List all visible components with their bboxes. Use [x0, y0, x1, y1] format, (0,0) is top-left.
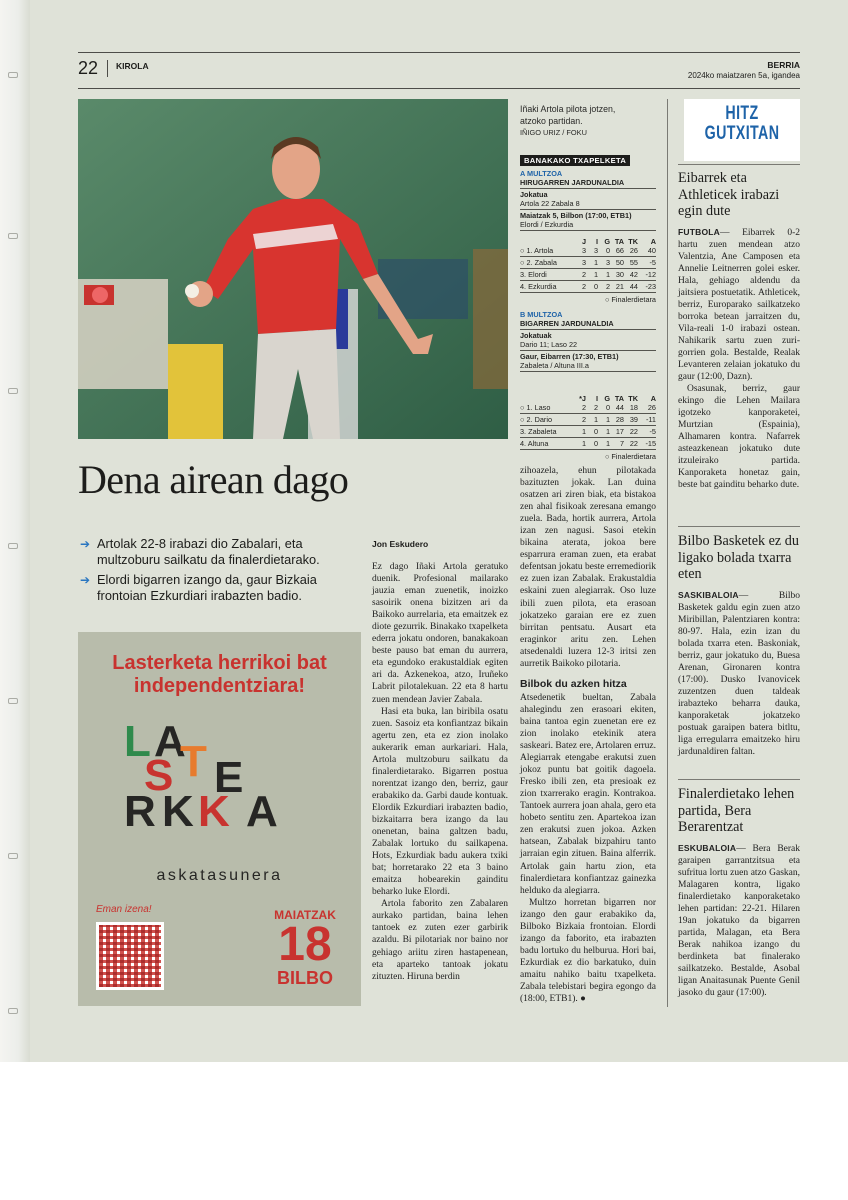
stat-cell: 0	[593, 427, 598, 436]
stat-cell: 3	[593, 246, 598, 255]
caption-line1: Iñaki Artola pilota jotzen,	[520, 104, 616, 114]
stat-cell: -11	[645, 415, 656, 424]
stat-cell: 1	[581, 427, 586, 436]
paragraph: Ez dago Iñaki Artola geratuko duenik. Profesional mailarako jauzia eman zuenetik, inoizko sasoirik onena bizitzen ari da Baikoko aurrelaria, eta emaitzek ez diote gezurrik. Binakako txapelketa ederra jokatu ondoren, banakakoan beste pauso bat eman du aurrera, eta egundoko erakustaldiak egiten ari da. Azkenekoa, atzo, Iruñeko Labrit pilotalekuan. 22 eta 8 hartu zuen mendean Javier Zabala.	[372, 562, 508, 705]
article-subhead: Bilbok du azken hitza	[520, 677, 627, 690]
stat-cell: 3	[581, 258, 586, 267]
results-box	[520, 155, 656, 461]
sidebar-rule	[678, 526, 800, 527]
stat-cell: 0	[593, 282, 598, 291]
sidebar-rule	[678, 164, 800, 165]
binder-mark	[8, 543, 18, 549]
story-text: Bilbo Basketek galdu egin zuen atzo Miribillan, Palentziaren kontra: 80-97. Hala, ezin izan du bolada txarra eten. Baskoniak, berriz, gaur jokatuko du, Buesa Arenan, Gironaren kontra (17:00). Dusko Ivanovicek zuzentzen duen taldeak irabazteko beharra dauka, kanporaketak jokatzeko postuak garaipen batera bitltu, liga erregularra emaitzeko hiru jardunaldiren faltan.	[678, 590, 800, 758]
qualified-mark: ○	[520, 258, 525, 267]
caption-line2: atzoko partidan.	[520, 116, 583, 126]
stat-cell: 28	[615, 415, 624, 424]
stat-cell: 1	[605, 270, 610, 279]
group-a-header-row	[520, 237, 656, 246]
bullet-text: Elordi bigarren izango da, gaur Bizkaia frontoian Ezkurdiari irabazten badio.	[97, 572, 317, 603]
ad-headline-1: Lasterketa herrikoi bat	[112, 652, 327, 674]
standings-row	[520, 403, 656, 414]
qr-code-icon[interactable]	[96, 922, 164, 990]
binder-mark	[8, 72, 18, 78]
standings-row	[520, 258, 656, 269]
standings-row	[520, 246, 656, 257]
stat-cell: 21	[615, 282, 624, 291]
group-a-round: HIRUGARREN JARDUNALDIA	[520, 178, 656, 189]
team-name: 1. Artola	[526, 246, 554, 255]
section-name: KIROLA	[116, 61, 149, 71]
arrow-icon: ➔	[80, 537, 91, 551]
sidebar-rule	[678, 779, 800, 780]
team-name: 3. Elordi	[520, 270, 547, 279]
stat-cell: 50	[615, 258, 624, 267]
ad-city: BILBO	[277, 968, 333, 988]
stat-cell: 2	[581, 282, 586, 291]
standings-row	[520, 415, 656, 426]
col-header: TK	[628, 237, 638, 246]
group-b-played-result: Dario 11; Laso 22	[520, 340, 656, 351]
summary-bullet	[80, 536, 360, 568]
group-a-title: A MULTZOA	[520, 169, 563, 178]
story-body: FUTBOLA— Eibarrek 0-2 hartu zuen mendean atzo Valentzia, Ane Camposen eta Annelie Leitnerren golei esker. Hala, gehiago aldendu da jaitsiera postuetatik. Athleticek, berriz, Europarako sailkatzeko borroka betean jarraitzen du, Vila-reali 1-0 irabazi ostean. Nahikarik sartu zuen zuri-gorrien gola. Bestalde, Realak Levanteren zelaian jokatuko du gaur (12:00, Dazn). Osasunak, berriz, gaur ekingo die Lehen Mailara igotzeko kanporaketei, Murtzian (Espainia), Alhamaren kontra. Nafarrek asteazkenean jokatuko dute itzuleirako partida. Kanporaketa honetaz gain, beste bat gainditu beharko dute.	[678, 226, 800, 491]
summary-bullet	[80, 572, 360, 604]
stat-cell: 1	[605, 439, 610, 448]
team-name: 4. Ezkurdia	[520, 282, 557, 291]
newspaper-name: BERRIA	[767, 60, 800, 70]
stat-cell: -5	[649, 427, 656, 436]
group-b-next-label: Gaur, Eibarren (17:30, ETB1)	[520, 352, 619, 361]
lasterka-logo: L A S T E R K K A	[124, 717, 278, 836]
col-header: TA	[614, 394, 624, 403]
stat-cell: 42	[629, 270, 638, 279]
group-a-played-label: Jokatua	[520, 190, 548, 199]
paragraph: Artola faborito zen Zabalaren aurkako partidan, baina lehen tantoek ez zuten ezer garbirik azaldu. Bi pilotariak nor baino nor gehiago ariitu ziren hastapenean, eta aparteko tantoak jokatu zituzten. Hiruna berdin	[372, 899, 508, 982]
binder-mark	[8, 233, 18, 239]
ad-month: MAIATZAK	[274, 908, 336, 922]
col-header: J	[581, 237, 586, 246]
group-a-played-result: Artola 22 Zabala 8	[520, 199, 656, 210]
stat-cell: 7	[619, 439, 624, 448]
story-text: Osasunak, berriz, gaur ekingo die Lehen Mailara igotzeko kanporaketei, Murtzian (Espainia), Alhamaren kontra. Nafarrek asteazkenean jokatuko dute itzuleirako partida. Kanporaketa honetaz gain, beste bat gainditu beharko dute.	[678, 384, 800, 491]
col-header: A	[650, 394, 656, 403]
stat-cell: 2	[605, 282, 610, 291]
team-name: 2. Dario	[526, 415, 553, 424]
arrow-icon: ➔	[80, 573, 91, 587]
story-kicker: FUTBOLA	[678, 226, 721, 237]
group-b-played-label: Jokatuak	[520, 331, 552, 340]
standings-row	[520, 427, 656, 438]
stat-cell: 40	[647, 246, 656, 255]
standings-row	[520, 270, 656, 281]
main-photo	[78, 99, 508, 439]
stat-cell: 26	[629, 246, 638, 255]
team-name: 1. Laso	[526, 403, 551, 412]
stat-cell: 18	[629, 403, 638, 412]
group-b-round: BIGARREN JARDUNALDIA	[520, 319, 656, 330]
sidebar-badge	[684, 99, 800, 161]
story-kicker: SASKIBALOIA	[678, 589, 739, 600]
paragraph: Atsedenetik bueltan, Zabala ahalegindu zen erasoari ekiten, baina tantoa egin zuenetan ere ez zion inolako etekinik atera saskeari. Batez ere, Artolaren erruz. Alegiarrak etengabe erakutsi zuen jokoz puntu bat goitik dagoela. Fresko ibili zen, eta presioak ez zion txarrerako eragin. Kontrakoa. Tantoek aurrera joan ahala, gero eta hobeto sentitu zen. Apartekoa izan zen erakutsi zuen jokoa. Azken hatsean, Zabalak bizpahiru tanto jarraian egin zituen. Baina alferrik. Artolak gain hartu zion, eta finalerdietara konfiantzaz gainezka helduko da alegiarra.	[520, 692, 656, 896]
page-number: 22	[78, 58, 99, 78]
story-title: Finalerdietako lehen partida, Bera Berarentzat	[678, 786, 795, 835]
sidebar-divider	[667, 99, 668, 1007]
header-rule	[78, 52, 800, 53]
team-name: 2. Zabala	[526, 258, 557, 267]
summary-bullets	[80, 536, 360, 604]
stat-cell: 0	[605, 403, 610, 412]
page-spine	[0, 0, 30, 1062]
team-name: 4. Altuna	[520, 439, 549, 448]
badge-line2: GUTXITAN	[704, 123, 780, 144]
story-kicker: ESKUBALOIA	[678, 842, 737, 853]
col-header: I	[595, 237, 598, 246]
stat-cell: -15	[645, 439, 656, 448]
story-title: Eibarrek eta Athleticek irabazi egin dute	[678, 170, 780, 219]
ad-cta: Eman izena!	[96, 904, 152, 915]
binder-mark	[8, 1008, 18, 1014]
photo-credit: IÑIGO URIZ / FOKU	[520, 128, 587, 137]
bullet-text: Artolak 22-8 irabazi dio Zabalari, eta multzoburu sailkatu da finalerdietarako.	[97, 536, 320, 567]
stat-cell: 2	[581, 403, 586, 412]
stat-cell: 0	[605, 246, 610, 255]
qualified-mark: ○	[520, 403, 525, 412]
standings-row	[520, 282, 656, 293]
header-divider	[107, 60, 108, 77]
pelota-player-illustration	[78, 99, 508, 439]
stat-cell: 1	[593, 270, 598, 279]
stat-cell: 2	[593, 403, 598, 412]
story-text: Bera Berak garaipen garrantzitsua eta sufritua lortu zuen atzo Gaskan, Malagaren kontra, ligako finalerdietako kanporaketako lehen partidan: 22-21. Hilaren 19an jokatuko da bigarren partida, Malagan, eta Bera Berak nahikoa izango du berdinketa bat finalerako sailkatzeko. Bestalde, Asobal ligan Anaitasunak Puente Genil jasoko du gaur (17:00).	[678, 843, 800, 999]
stat-cell: 66	[615, 246, 624, 255]
team-name: 3. Zabaleta	[520, 427, 557, 436]
qualified-mark: ○	[520, 415, 525, 424]
stat-cell: 30	[615, 270, 624, 279]
sidebar-story	[678, 533, 800, 758]
story-body: ESKUBALOIA— Bera Berak garaipen garrantzitsua eta sufritua lortu zuen atzo Gaskan, Malagaren kontra, ligako finalerdietako kanporaketako lehen partidan: 22-21. Hilaren 19an jokatuko da bigarren partida, Malagan, eta Bera Berak nahikoa izango du berdinketa bat finalerako sailkatzeko. Bestalde, Asobal ligan Anaitasunak Puente Genil jasoko du gaur (17:00).	[678, 842, 800, 999]
article-column-2	[520, 465, 656, 1005]
group-b-header-row	[520, 394, 656, 403]
standings-row	[520, 439, 656, 450]
stat-cell: 1	[593, 258, 598, 267]
story-title: Bilbo Basketek ez du ligako bolada txarra eten	[678, 533, 799, 582]
stat-cell: 22	[629, 439, 638, 448]
story-text: Eibarrek 0-2 hartu zuen mendean atzo Valentzia, Ane Camposen eta Annelie Leitnerren golei esker. Hala, gehiago aldendu da jaitsiera postuetatik. Athleticek, berriz, Europarako sailkatzeko borroka betean jarraitzen du, Vila-reali 1-0 irabazi ostean. Nahikarik sartu zuen zuri-gorrien gola. Bestalde, Realak Levanteren zelaian jokatuko du gaur (12:00, Dazn).	[678, 227, 800, 383]
stat-cell: 44	[629, 282, 638, 291]
group-b-title: B MULTZOA	[520, 310, 563, 319]
col-header: I	[595, 394, 598, 403]
col-header: G	[604, 394, 610, 403]
stat-cell: 26	[647, 403, 656, 412]
sidebar-story	[678, 786, 800, 999]
ad-day: 18	[278, 918, 332, 971]
stat-cell: -12	[645, 270, 656, 279]
binder-mark	[8, 698, 18, 704]
stat-cell: 1	[605, 427, 610, 436]
header-bottom-rule	[78, 88, 800, 89]
stat-cell: 22	[629, 427, 638, 436]
stat-cell: 44	[615, 403, 624, 412]
binder-mark	[8, 853, 18, 859]
col-header: TK	[628, 394, 638, 403]
ad-logo-word: askatasunera	[156, 867, 283, 884]
article-column-1	[372, 561, 508, 983]
issue-date: 2024ko maiatzaren 5a, igandea	[687, 71, 800, 80]
col-header: *J	[579, 394, 586, 403]
stat-cell: 1	[581, 439, 586, 448]
col-header: A	[650, 237, 656, 246]
byline: Jon Eskudero	[372, 539, 429, 549]
stat-cell: -5	[649, 258, 656, 267]
results-tag: BANAKAKO TXAPELKETA	[520, 155, 630, 166]
stat-cell: 55	[629, 258, 638, 267]
stat-cell: 3	[605, 258, 610, 267]
photo-caption	[520, 103, 660, 139]
qualified-mark: ○	[520, 246, 525, 255]
stat-cell: 2	[581, 415, 586, 424]
ad-headline-2: independentziara!	[133, 675, 306, 697]
binder-mark	[8, 388, 18, 394]
stat-cell: 2	[581, 270, 586, 279]
ad-date-block	[260, 908, 350, 989]
story-body: SASKIBALOIA— Bilbo Basketek galdu egin zuen atzo Miribillan, Palentziaren kontra: 80-97. Hala, ezin izan du bolada txarra eten. Baskoniak, berriz, gaur jokatuko du, Buesa Arenan, Gironaren kontra (17:00). Dusko Ivanovicek zuzentzen duen taldeak irabazteko beharra dauka, kanporaketak jokatzeko postuak garaipen batera bitltu, liga erregularra emaitzeko hiru jardunaldiren faltan.	[678, 589, 800, 758]
sidebar-story	[678, 170, 800, 492]
paragraph: zihoazela, ehun pilotakada bazituzten jokak. Lan duina osatzen ari ziren biak, eta bistakoa zen ahal fisikoak zeresana emango zuela. Bada, hortik aurrera, Artola izan zen nagusi. Sasoi etekin bikaina aterata, jokoa bere esparrura eraman zuen, eta erabat defentsan jokatu beste erremediorik ez zuen izan Zabalak. Erakustaldia eskaini zuen alegiarrak. Oso luze ibili zuen pilota, eta erasoan jokatzeko garaian ere ez zuen birritan pentsatu. Ausart eta eraginkor aritu zen. Lehen atsedenaldi luzera 12-3 iritsi zen aurretik Baikoko pilotaria.	[520, 466, 656, 669]
stat-cell: 1	[605, 415, 610, 424]
stat-cell: -23	[645, 282, 656, 291]
group-a-legend: ○ Finalerdietara	[604, 295, 656, 304]
stat-cell: 17	[615, 427, 624, 436]
stat-cell: 39	[629, 415, 638, 424]
stat-cell: 3	[581, 246, 586, 255]
badge-line1: HITZ	[725, 103, 759, 124]
group-a-next-match: Elordi / Ezkurdia	[520, 220, 656, 231]
group-b-legend: ○ Finalerdietara	[604, 452, 656, 461]
group-a-next-label: Maiatzak 5, Bilbon (17:00, ETB1)	[520, 211, 632, 220]
paragraph: Hasi eta buka, lan biribila osatu zuen. Sasoiz eta konfiantzaz bikain agertu zen, eta ez zion inolako aukerarik eman aurkariari. Hala, Artola multzoburu sailkatu da finalerdietarako. Bigarren postua norentzat izango den, berriz, gaur erabakiko da. Garbi daude kontuak. Elordik Ezkurdiari irabazten badio, bizkaitarra bera izango da lau onenetan, baina galtzen badu, Zabalak lortuko du sailkapena. Hots, Ezkurdiak badu aukera txiki bat; horretarako 22 eta 3 baino emaitza hobearekin gainditu beharko luke Elordi.	[372, 706, 508, 898]
group-b-next-match: Zabaleta / Altuna III.a	[520, 361, 656, 372]
paragraph: Multzo horretan bigarren nor izango den gaur erabakiko da, Bilboko Bizkaia frontoian. Elordi izango da faborito, eta irabazten badu lortuko du helburua. Hori bai, Ezkurdiak ez dio barkatuko, duin amaitu nahiko baitu txapelketa. Zabala telebistari begira egongo da (18:00, ETB1). ●	[520, 897, 656, 1005]
article-headline: Dena airean dago	[78, 457, 349, 502]
stat-cell: 0	[593, 439, 598, 448]
col-header: G	[604, 237, 610, 246]
col-header: TA	[614, 237, 624, 246]
stat-cell: 1	[593, 415, 598, 424]
